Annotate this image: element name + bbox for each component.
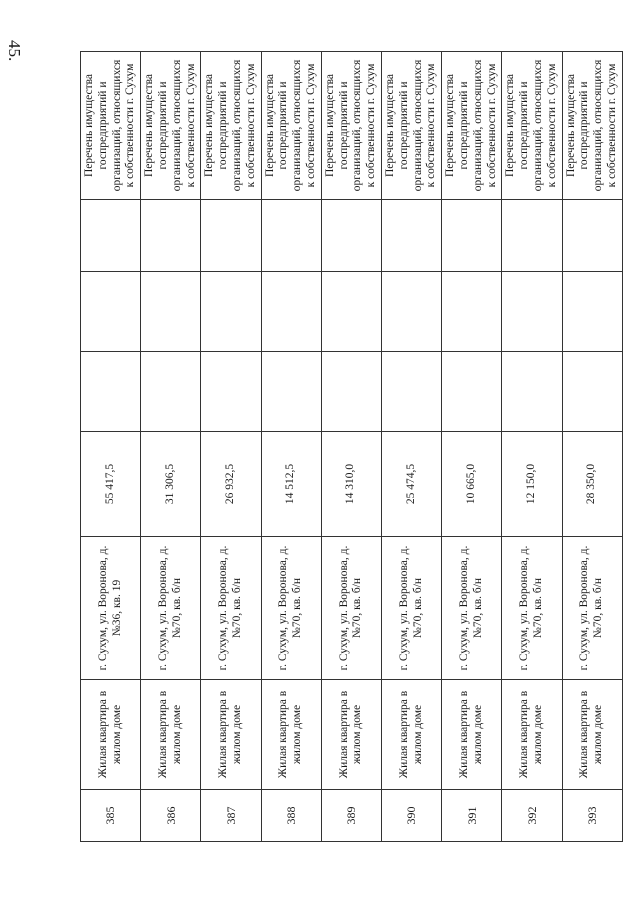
property-value: 26 932,5 (201, 432, 261, 537)
table-row (381, 52, 441, 842)
rotated-table-wrapper (80, 52, 618, 842)
empty-cell (502, 352, 562, 432)
table-row (502, 52, 562, 842)
empty-cell (201, 200, 261, 272)
property-value: 25 474,5 (381, 432, 441, 537)
property-table (80, 51, 623, 842)
table-row (201, 52, 261, 842)
table-row (261, 52, 321, 842)
table-row (321, 52, 381, 842)
property-value: 55 417,5 (81, 432, 141, 537)
property-type: Жилая квартира в жилом доме (141, 680, 201, 790)
row-number: 389 (321, 790, 381, 842)
empty-cell (141, 272, 201, 352)
empty-cell (201, 272, 261, 352)
empty-cell (261, 200, 321, 272)
empty-cell (81, 200, 141, 272)
property-source: Перечень имущества госпредприятий и организаций, относящихся к собственности г. Сухум (141, 52, 201, 200)
row-number: 392 (502, 790, 562, 842)
property-value: 14 512,5 (261, 432, 321, 537)
empty-cell (381, 200, 441, 272)
property-type: Жилая квартира в жилом доме (502, 680, 562, 790)
row-number: 385 (81, 790, 141, 842)
row-number: 386 (141, 790, 201, 842)
property-address: г. Сухум, ул. Воронова, д. №70, кв. б/н (201, 537, 261, 680)
empty-cell (321, 200, 381, 272)
empty-cell (141, 352, 201, 432)
table-row (562, 52, 622, 842)
property-source: Перечень имущества госпредприятий и организаций, относящихся к собственности г. Сухум (201, 52, 261, 200)
property-source: Перечень имущества госпредприятий и организаций, относящихся к собственности г. Сухум (261, 52, 321, 200)
property-source: Перечень имущества госпредприятий и организаций, относящихся к собственности г. Сухум (442, 52, 502, 200)
empty-cell (141, 200, 201, 272)
property-address: г. Сухум, ул. Воронова, д.№36, кв. 19 (81, 537, 141, 680)
empty-cell (502, 272, 562, 352)
page-number: 45. (5, 40, 24, 62)
property-address: г. Сухум, ул. Воронова, д. №70, кв. б/н (261, 537, 321, 680)
property-source: Перечень имущества госпредприятий и организаций, относящихся к собственности г. Сухум (562, 52, 622, 200)
property-type: Жилая квартира в жилом доме (261, 680, 321, 790)
empty-cell (81, 272, 141, 352)
row-number: 390 (381, 790, 441, 842)
property-type: Жилая квартира в жилом доме (562, 680, 622, 790)
property-address: г. Сухум, ул. Воронова, д. №70, кв. б/н (321, 537, 381, 680)
empty-cell (502, 200, 562, 272)
empty-cell (81, 352, 141, 432)
document-sheet (80, 52, 618, 842)
table-row (81, 52, 141, 842)
property-source: Перечень имущества госпредприятий и организаций, относящихся к собственности г. Сухум (321, 52, 381, 200)
property-source: Перечень имущества госпредприятий и организаций, относящихся к собственности г. Сухум (381, 52, 441, 200)
property-value: 12 150,0 (502, 432, 562, 537)
empty-cell (562, 272, 622, 352)
empty-cell (381, 352, 441, 432)
row-number: 387 (201, 790, 261, 842)
property-type: Жилая квартира в жилом доме (442, 680, 502, 790)
property-type: Жилая квартира в жилом доме (201, 680, 261, 790)
property-value: 28 350,0 (562, 432, 622, 537)
empty-cell (381, 272, 441, 352)
property-source: Перечень имущества госпредприятий и организаций, относящихся к собственности г. Сухум (81, 52, 141, 200)
property-value: 10 665,0 (442, 432, 502, 537)
empty-cell (261, 352, 321, 432)
empty-cell (261, 272, 321, 352)
property-address: г. Сухум, ул. Воронова, д. №70, кв. б/н (442, 537, 502, 680)
property-address: г. Сухум, ул. Воронова, д. №70, кв. б/н (502, 537, 562, 680)
property-type: Жилая квартира в жилом доме (321, 680, 381, 790)
property-address: г. Сухум, ул. Воронова, д. №70, кв. б/н (562, 537, 622, 680)
property-address: г. Сухум, ул. Воронова, д.№70, кв. б/н (141, 537, 201, 680)
empty-cell (442, 200, 502, 272)
empty-cell (321, 272, 381, 352)
empty-cell (442, 352, 502, 432)
property-value: 14 310,0 (321, 432, 381, 537)
property-address: г. Сухум, ул. Воронова, д. №70, кв. б/н (381, 537, 441, 680)
property-type: Жилая квартира в жилом доме (381, 680, 441, 790)
property-type: Жилая квартира в жилом доме (81, 680, 141, 790)
empty-cell (562, 200, 622, 272)
row-number: 388 (261, 790, 321, 842)
empty-cell (562, 352, 622, 432)
row-number: 391 (442, 790, 502, 842)
property-value: 31 306,5 (141, 432, 201, 537)
table-row (442, 52, 502, 842)
row-number: 393 (562, 790, 622, 842)
empty-cell (201, 352, 261, 432)
table-row (141, 52, 201, 842)
property-source: Перечень имущества госпредприятий и организаций, относящихся к собственности г. Сухум (502, 52, 562, 200)
empty-cell (442, 272, 502, 352)
empty-cell (321, 352, 381, 432)
